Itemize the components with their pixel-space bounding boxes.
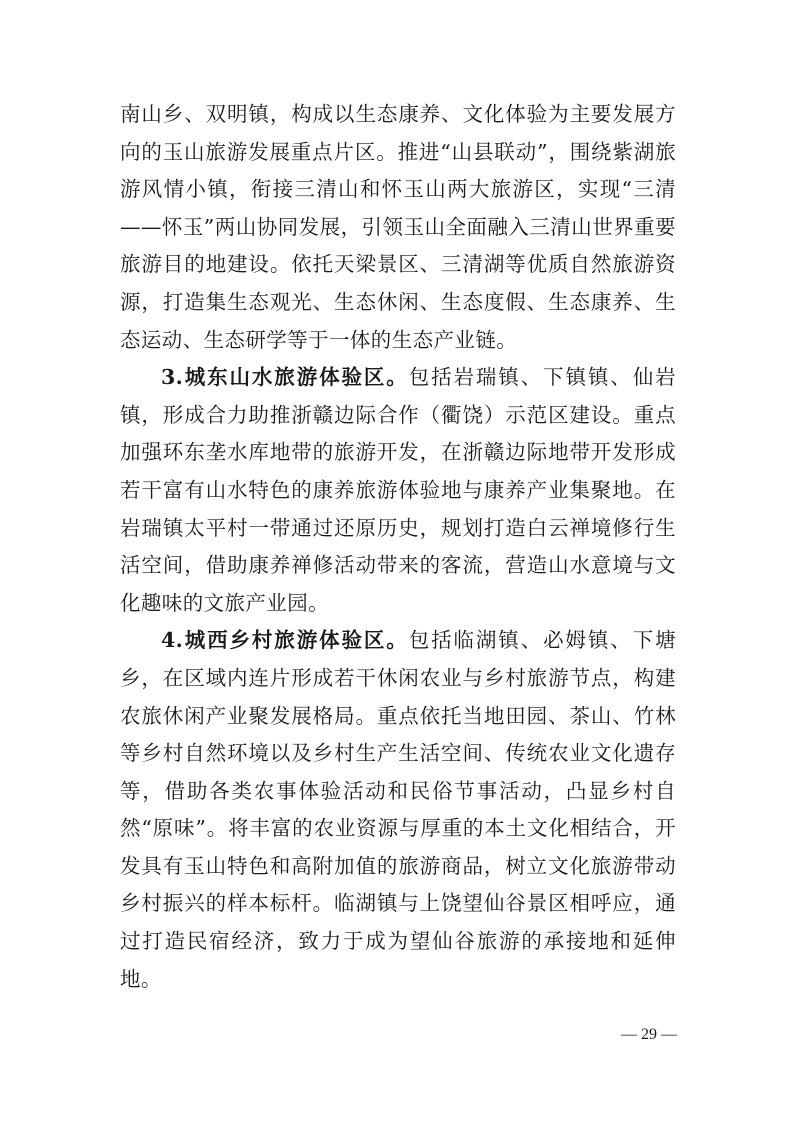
paragraph-text: 包括临湖镇、必姆镇、下塘乡，在区域内连片形成若干休闲农业与乡村旅游节点，构建农旅休闲产业聚发展格局。重点依托当地田园、茶山、竹林等乡村自然环境以及乡村生产生活空间、传统农业文化遗存等，借助各类农事体验活动和民俗节事活动，凸显乡村自然“原味”。将丰富的农业资源与厚重的本土文化相结合，开发具有玉山特色和高附加值的旅游商品，树立文化旅游带动乡村振兴的样本标杆。临湖镇与上饶望仙谷景区相呼应，通过打造民宿经济，致力于成为望仙谷旅游的承接地和延伸地。 [120,628,676,991]
body-text [120,96,676,998]
section-heading-city-west: 4.城西乡村旅游体验区。 [161,628,409,653]
paragraph-city-east [120,359,676,622]
section-heading-city-east: 3.城东山水旅游体验区。 [161,365,409,390]
paragraph-city-west [120,622,676,998]
paragraph-text: 南山乡、双明镇，构成以生态康养、文化体验为主要发展方向的玉山旅游发展重点片区。推进“山县联动”，围绕紫湖旅游风情小镇，衔接三清山和怀玉山两大旅游区，实现“三清——怀玉”两山协同发展，引领玉山全面融入三清山世界重要旅游目的地建设。依托天梁景区、三清湖等优质自然旅游资源，打造集生态观光、生态休闲、生态度假、生态康养、生态运动、生态研学等于一体的生态产业链。 [120,102,676,352]
paragraph-text: 包括岩瑞镇、下镇镇、仙岩镇，形成合力助推浙赣边际合作（衢饶）示范区建设。重点加强环东垄水库地带的旅游开发，在浙赣边际地带开发形成若干富有山水特色的康养旅游体验地与康养产业集聚地。在岩瑞镇太平村一带通过还原历史，规划打造白云禅境修行生活空间，借助康养禅修活动带来的客流，营造山水意境与文化趣味的文旅产业园。 [120,365,676,615]
page-number: — 29 — [621,1026,677,1043]
paragraph-continuation [120,96,676,359]
